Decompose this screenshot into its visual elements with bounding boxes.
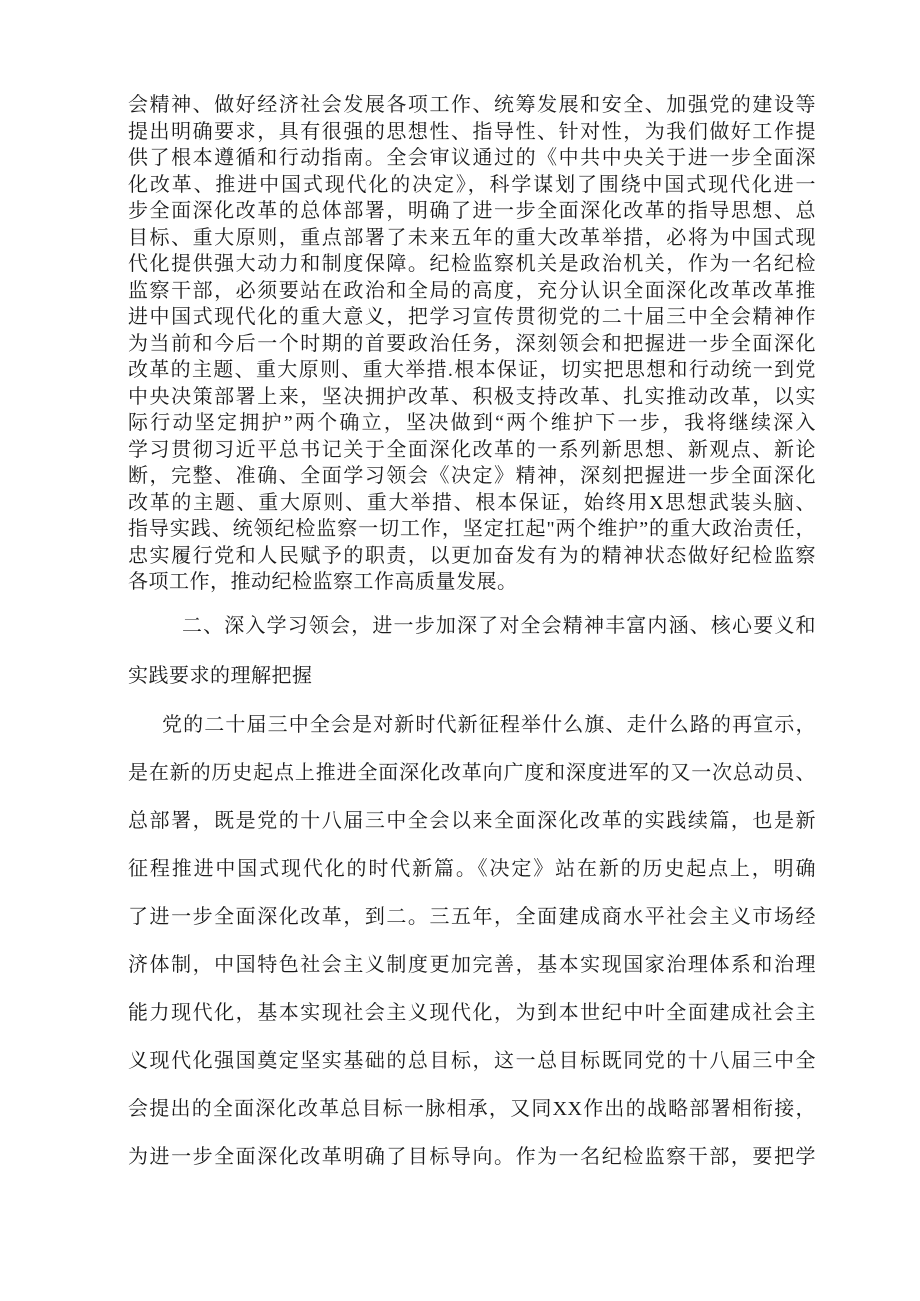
block-paragraph-continuation bbox=[128, 92, 816, 596]
text-line: 进中国式现代化的重大意义，把学习宣传贯彻党的二十届三中全会精神作 bbox=[128, 306, 816, 328]
text-line: 义现代化强国奠定坚实基础的总目标，这一总目标既同党的十八届三中全 bbox=[128, 1050, 816, 1072]
text-line: 断，完整、准确、全面学习领会《决定》精神，深刻把握进一步全面深化 bbox=[128, 465, 816, 487]
text-line: 会提出的全面深化改革总目标一脉相承，又同XX作出的战略部署相衔接， bbox=[128, 1098, 816, 1120]
text-line: 会精神、做好经济社会发展各项工作、统筹发展和安全、加强党的建设等 bbox=[128, 94, 816, 116]
text-line: 监察干部，必须要站在政治和全局的高度，充分认识全面深化改革改革推 bbox=[128, 279, 816, 302]
text-line: 学习贯彻习近平总书记关于全面深化改革的一系列新思想、新观点、新论 bbox=[128, 438, 816, 461]
text-line: 代化提供强大动力和制度保障。纪检监察机关是政治机关，作为一名纪检 bbox=[128, 253, 816, 275]
text-line: 供了根本遵循和行动指南。全会审议通过的《中共中央关于进一步全面深 bbox=[128, 147, 816, 169]
text-line: 是在新的历史起点上推进全面深化改革向广度和深度进军的又一次总动员、 bbox=[128, 762, 816, 784]
text-line: 忠实履行党和人民赋予的职责，以更加奋发有为的精神状态做好纪检监察 bbox=[128, 544, 816, 567]
text-line: 中央决策部署上来，坚决拥护改革、积极支持改革、扎实推动改革，以实 bbox=[128, 385, 816, 408]
text-line: 党的二十届三中全会是对新时代新征程举什么旗、走什么路的再宣示， bbox=[162, 714, 816, 736]
text-line: 提出明确要求，具有很强的思想性、指导性、针对性，为我们做好工作提 bbox=[128, 120, 816, 143]
text-line: 征程推进中国式现代化的时代新篇。《决定》站在新的历史起点上，明确 bbox=[128, 858, 816, 880]
text-line: 改革的主题、重大原则、重大举措、根本保证，始终用X思想武装头脑、 bbox=[128, 491, 816, 514]
text-line: 实践要求的理解把握 bbox=[128, 665, 313, 687]
text-line: 际行动坚定拥护”两个确立，坚决做到“两个维护下一步，我将继续深入 bbox=[128, 412, 816, 434]
text-line: 各项工作，推动纪检监察工作高质量发展。 bbox=[128, 571, 518, 593]
text-line: 为进一步全面深化改革明确了目标导向。作为一名纪检监察干部，要把学 bbox=[128, 1146, 816, 1168]
text-line: 目标、重大原则，重点部署了未来五年的重大改革举措，必将为中国式现 bbox=[128, 226, 816, 249]
text-line: 指导实践、统领纪检监察一切工作，坚定扛起"两个维护”的重大政治责任， bbox=[128, 518, 816, 540]
text-line: 化改革、推进中国式现代化的决定》，科学谋划了围绕中国式现代化进一 bbox=[128, 173, 816, 196]
text-line: 了进一步全面深化改革，到二。三五年，全面建成商水平社会主义市场经 bbox=[128, 906, 816, 928]
block-paragraph bbox=[128, 701, 816, 1181]
text-line: 总部署，既是党的十八届三中全会以来全面深化改革的实践续篇，也是新 bbox=[128, 810, 816, 832]
text-line: 能力现代化，基本实现社会主义现代化，为到本世纪中叶全面建成社会主 bbox=[128, 1002, 816, 1024]
block-section-heading bbox=[128, 601, 816, 701]
text-line: 步全面深化改革的总体部署，明确了进一步全面深化改革的指导思想、总 bbox=[128, 200, 816, 222]
text-line: 为当前和今后一个时期的首要政治任务，深刻领会和把握进一步全面深化 bbox=[128, 332, 816, 355]
text-line: 济体制，中国特色社会主义制度更加完善，基本实现国家治理体系和治理 bbox=[128, 954, 816, 976]
text-line: 二、深入学习领会，进一步加深了对全会精神丰富内涵、核心要义和 bbox=[182, 615, 816, 637]
text-line: 改革的主题、重大原则、重大举措.根本保证，切实把思想和行动统一到党 bbox=[128, 359, 816, 381]
